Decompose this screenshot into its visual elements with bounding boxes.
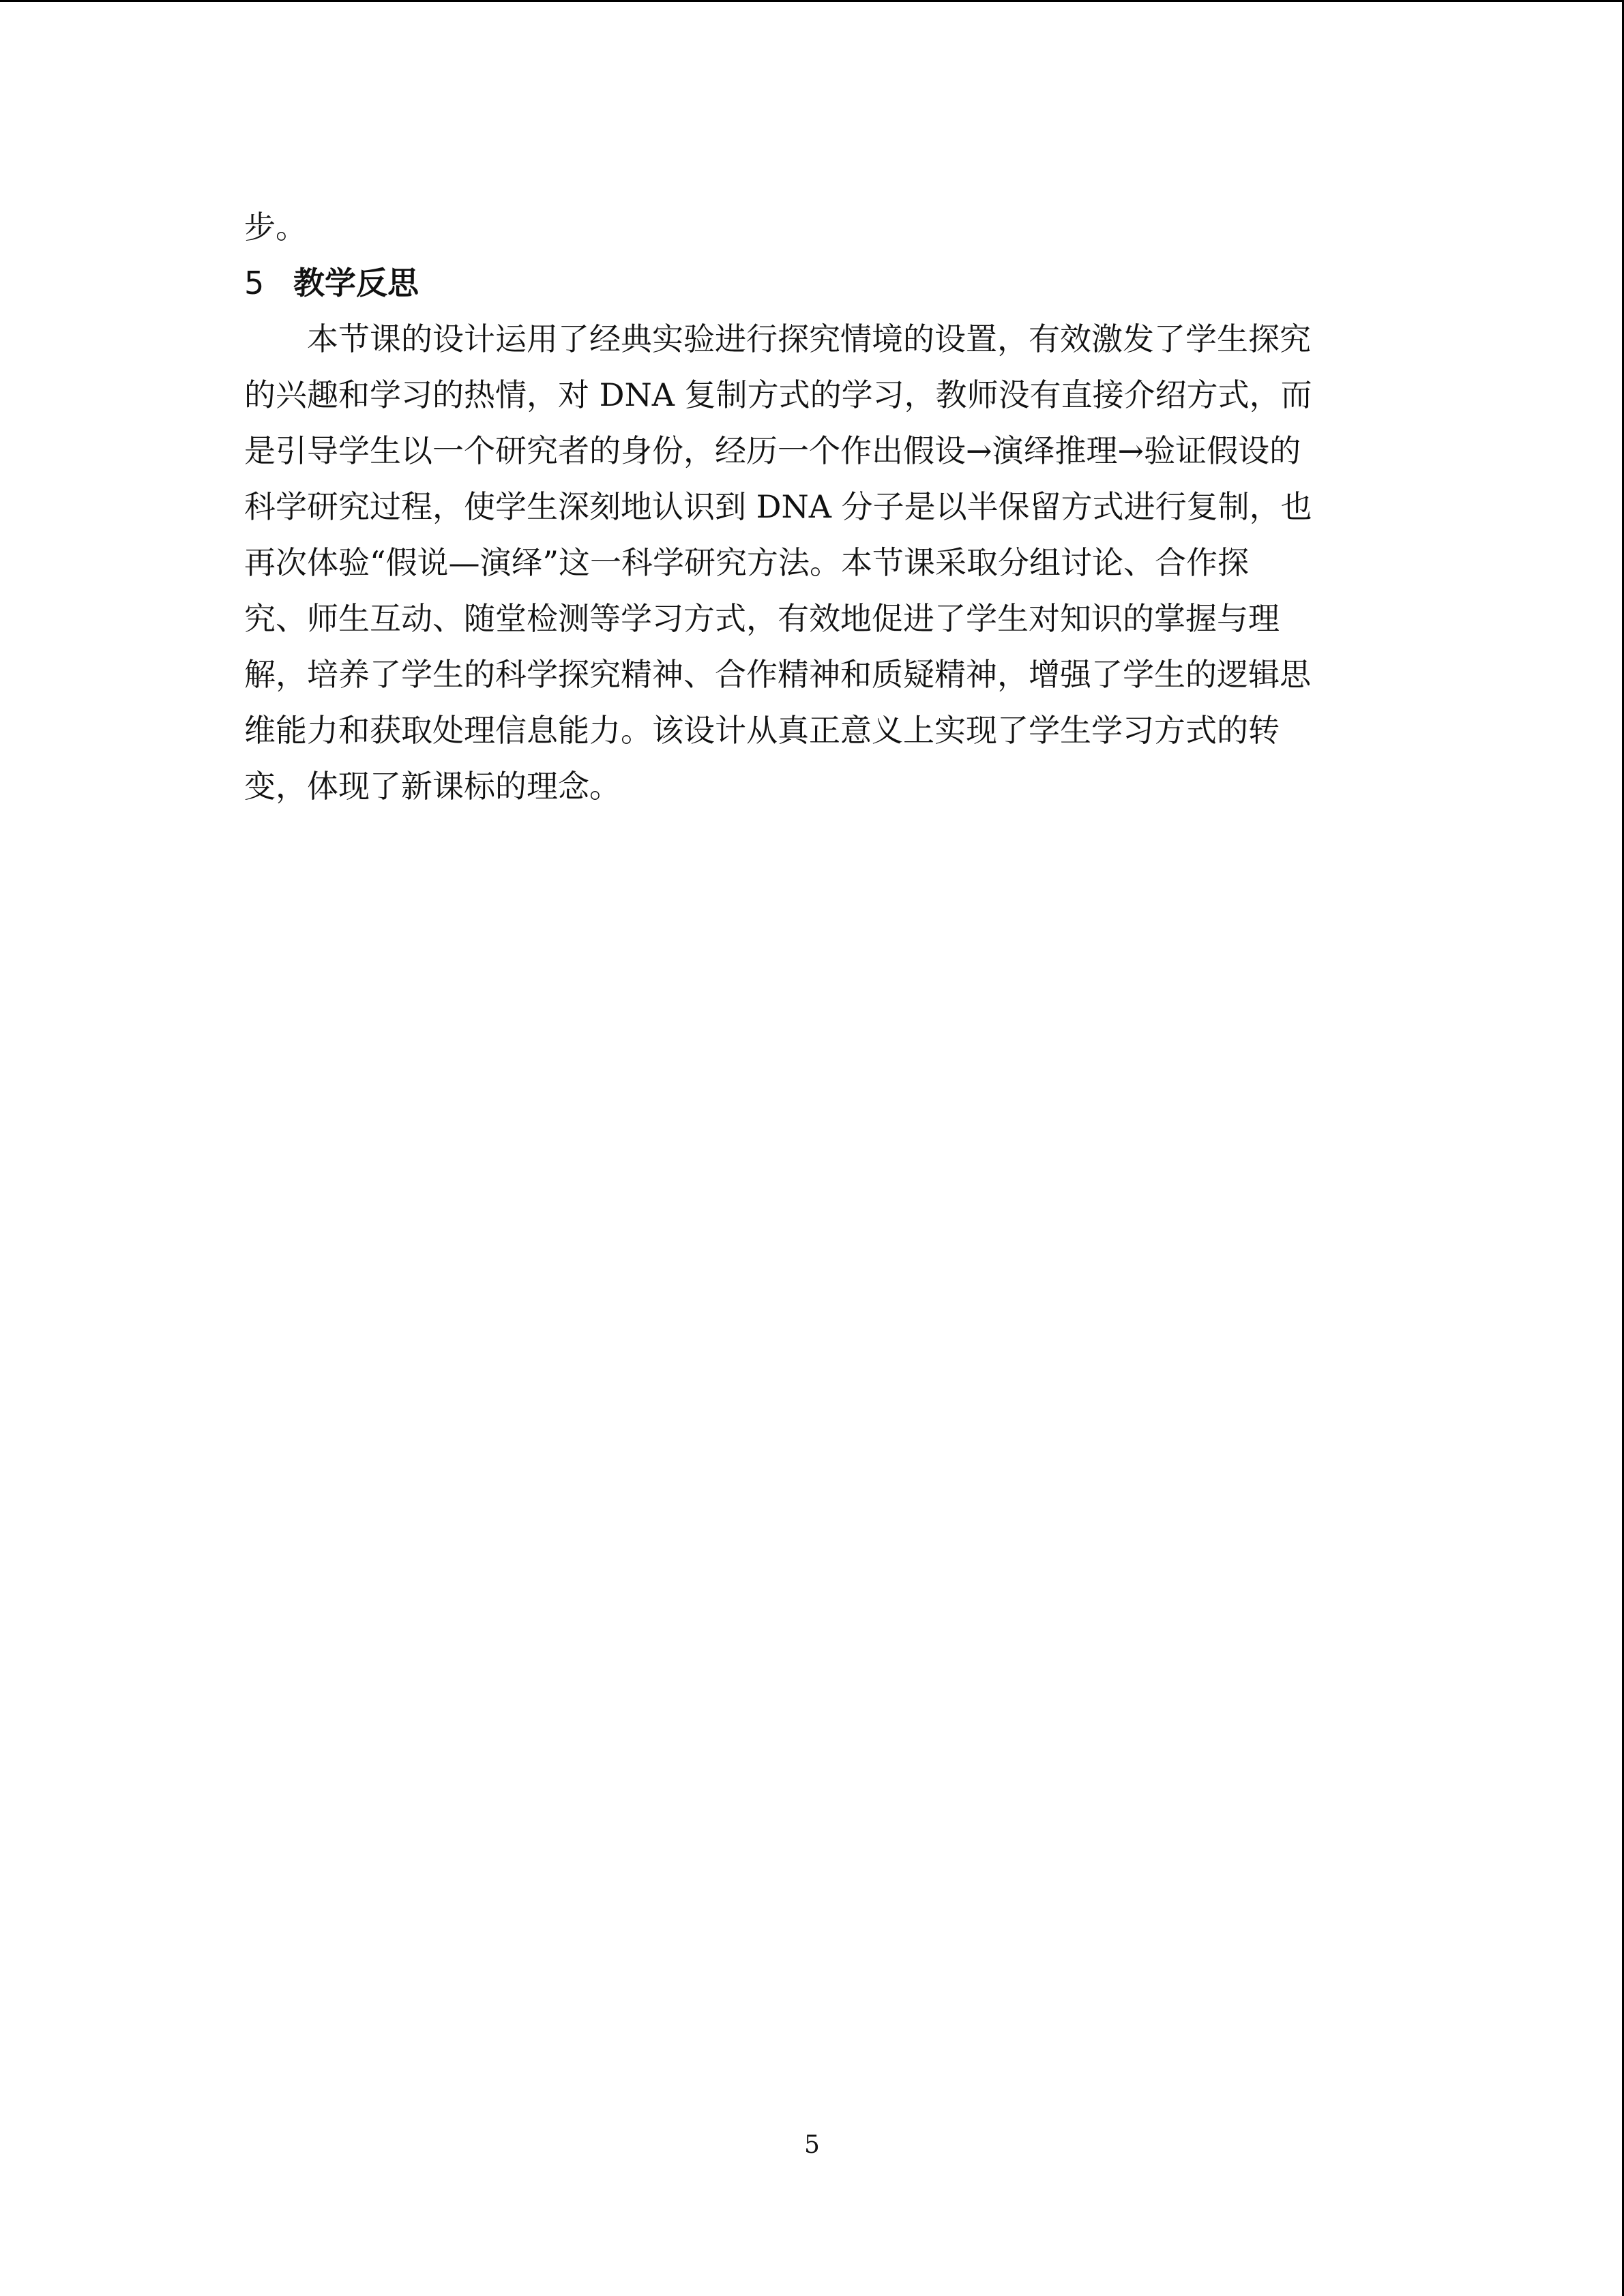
paragraph-line: 解，培养了学生的科学探究精神、合作精神和质疑精神，增强了学生的逻辑思	[244, 656, 1311, 693]
section-title: 教学反思	[293, 265, 419, 301]
paragraph-line: 究、师生互动、随堂检测等学习方式，有效地促进了学生对知识的掌握与理	[244, 600, 1280, 637]
section-heading	[244, 255, 1363, 311]
document-body	[244, 199, 1363, 814]
reflection-paragraph	[244, 311, 1363, 814]
paragraph-line: 维能力和获取处理信息能力。该设计从真正意义上实现了学生学习方式的转	[244, 712, 1280, 749]
paragraph-line: 的兴趣和学习的热情，对 DNA 复制方式的学习，教师没有直接介绍方式，而	[244, 376, 1312, 413]
paragraph-line: 本节课的设计运用了经典实验进行探究情境的设置，有效激发了学生探究	[307, 320, 1311, 357]
paragraph-line: 是引导学生以一个研究者的身份，经历一个作出假设→演绎推理→验证假设的	[244, 432, 1301, 469]
paragraph-line: 再次体验“假说—演绎”这一科学研究方法。本节课采取分组讨论、合作探	[244, 544, 1250, 581]
continuation-text: 步。	[244, 209, 307, 245]
paragraph-line: 科学研究过程，使学生深刻地认识到 DNA 分子是以半保留方式进行复制，也	[244, 488, 1312, 525]
page-number: 5	[804, 2131, 820, 2159]
section-number: 5	[244, 265, 265, 301]
paragraph-line: 变，体现了新课标的理念。	[244, 768, 621, 805]
page-top-border	[0, 0, 1624, 2]
